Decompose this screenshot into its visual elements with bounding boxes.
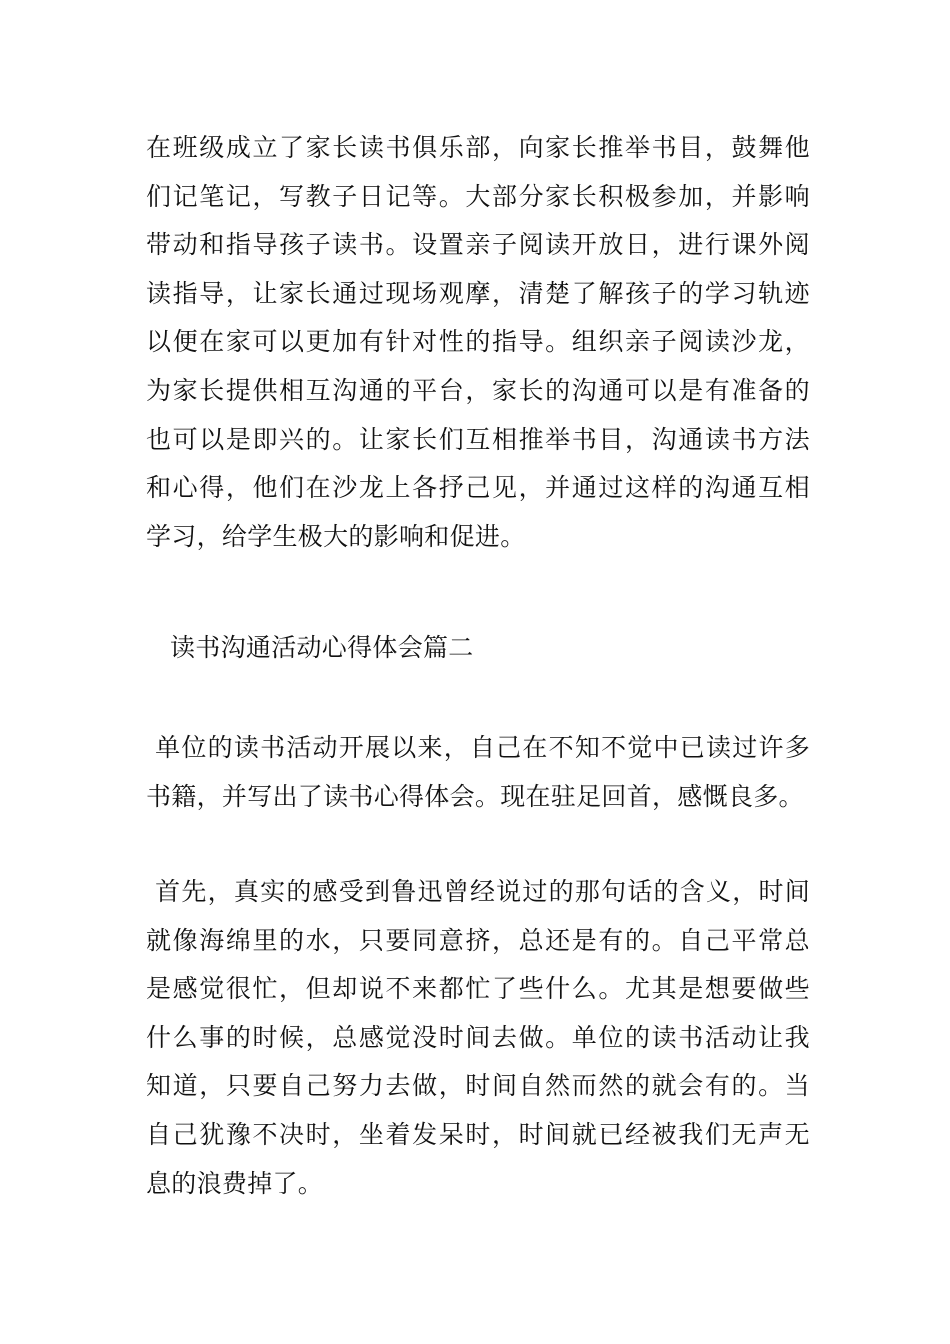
paragraph-reading-activity-intro <box>146 724 810 821</box>
paragraph-line: 带动和指导孩子读书。设置亲子阅读开放日，进行课外阅 <box>146 230 810 260</box>
paragraph-line: 读指导，让家长通过现场观摩，清楚了解孩子的学习轨迹 <box>146 278 810 308</box>
paragraph-line: 是感觉很忙，但却说不来都忙了些什么。尤其是想要做些 <box>146 974 810 1004</box>
paragraph-line: 单位的读书活动开展以来，自己在不知不觉中已读过许多 <box>146 733 810 762</box>
paragraph-line: 在班级成立了家长读书俱乐部，向家长推举书目，鼓舞他 <box>146 133 810 162</box>
paragraph-parent-reading-club <box>146 124 810 561</box>
paragraph-line: 也可以是即兴的。让家长们互相推举书目，沟通读书方法 <box>146 424 810 454</box>
paragraph-line: 以便在家可以更加有针对性的指导。组织亲子阅读沙龙， <box>146 327 810 357</box>
paragraph-line-last: 书籍，并写出了读书心得体会。现在驻足回首，感慨良多。 <box>146 781 804 811</box>
paragraph-line: 自己犹豫不决时，坐着发呆时，时间就已经被我们无声无 <box>146 1119 810 1149</box>
paragraph-line: 就像海绵里的水，只要同意挤，总还是有的。自己平常总 <box>146 925 810 955</box>
paragraph-line: 们记笔记，写教子日记等。大部分家长积极参加，并影响 <box>146 181 810 211</box>
paragraph-line: 和心得，他们在沙龙上各抒己见，并通过这样的沟通互相 <box>146 473 810 503</box>
paragraph-line: 为家长提供相互沟通的平台，家长的沟通可以是有准备的 <box>146 375 810 405</box>
paragraph-line-last: 学习，给学生极大的影响和促进。 <box>146 521 526 551</box>
paragraph-line: 知道，只要自己努力去做，时间自然而然的就会有的。当 <box>146 1071 810 1101</box>
paragraph-time-like-sponge <box>146 868 810 1208</box>
section-heading: 读书沟通活动心得体会篇二 <box>170 633 474 662</box>
paragraph-line: 什么事的时候，总感觉没时间去做。单位的读书活动让我 <box>146 1022 810 1052</box>
paragraph-line: 首先，真实的感受到鲁迅曾经说过的那句话的含义，时间 <box>146 877 810 906</box>
paragraph-line-last: 息的浪费掉了。 <box>146 1168 324 1198</box>
